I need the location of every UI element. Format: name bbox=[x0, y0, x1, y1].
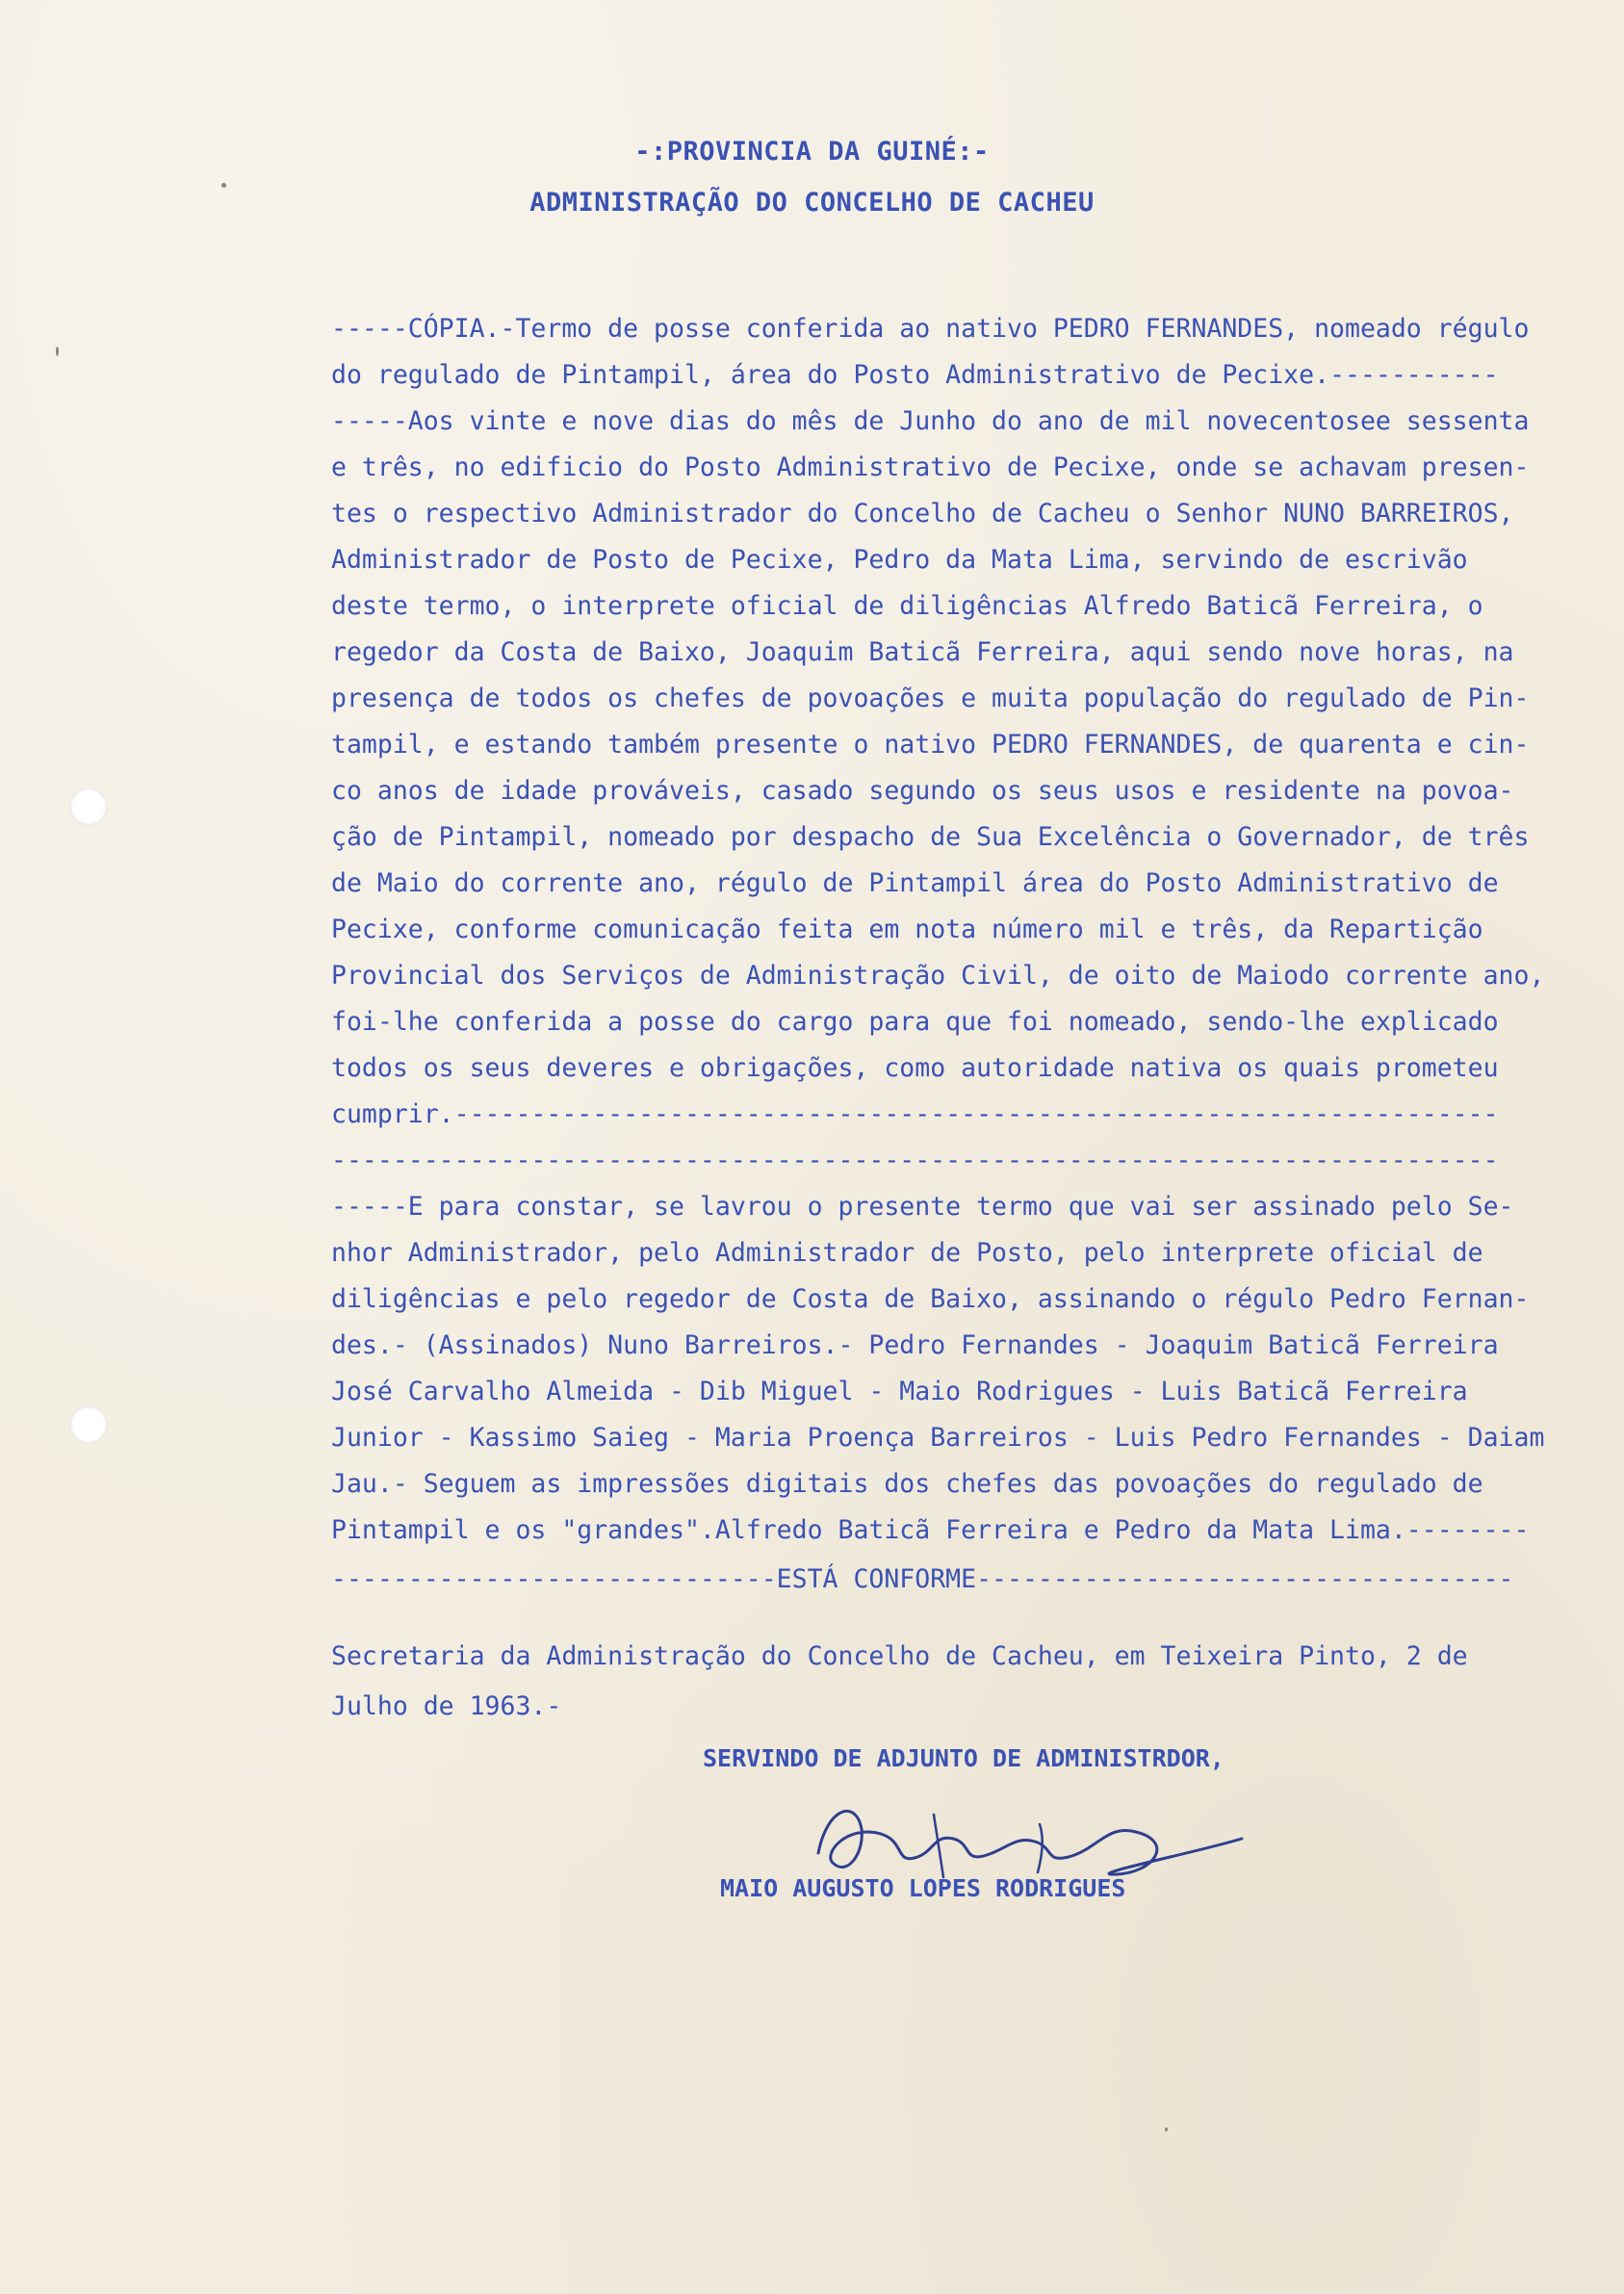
signatory-role: SERVINDO DE ADJUNTO DE ADMINISTRDOR, bbox=[703, 1744, 1224, 1772]
paper-speck bbox=[1165, 2127, 1168, 2131]
body-line: de Maio do corrente ano, régulo de Pintampil área do Posto Administrativo de bbox=[331, 868, 1499, 898]
body-line: tampil, e estando também presente o nativo PEDRO FERNANDES, de quarenta e cin- bbox=[331, 730, 1530, 760]
body-line: nhor Administrador, pelo Administrador de Posto, pelo interprete oficial de bbox=[331, 1238, 1483, 1268]
signatory-name: MAIO AUGUSTO LOPES RODRIGUES bbox=[720, 1874, 1126, 1902]
esta-conforme-line: -----------------------------ESTÁ CONFORME----------------------------------- bbox=[331, 1564, 1514, 1594]
body-line: regedor da Costa de Baixo, Joaquim Baticã Ferreira, aqui sendo nove horas, na bbox=[331, 637, 1514, 667]
body-line: -----CÓPIA.-Termo de posse conferida ao nativo PEDRO FERNANDES, nomeado régulo bbox=[331, 314, 1530, 344]
document-body bbox=[331, 306, 1583, 1554]
body-line: ---------------------------------------------------------------------------- bbox=[331, 1146, 1499, 1175]
body-line: deste termo, o interprete oficial de diligências Alfredo Baticã Ferreira, o bbox=[331, 591, 1483, 621]
footer-line: Julho de 1963.- bbox=[331, 1691, 562, 1721]
body-line: Provincial dos Serviços de Administração Civil, de oito de Maiodo corrente ano, bbox=[331, 961, 1545, 991]
body-line: do regulado de Pintampil, área do Posto Administrativo de Pecixe.----------- bbox=[331, 360, 1499, 390]
paper-speck bbox=[56, 347, 59, 356]
body-line: e três, no edificio do Posto Administrativo de Pecixe, onde se achavam presen- bbox=[331, 452, 1530, 482]
punch-hole bbox=[69, 1405, 108, 1444]
punch-hole bbox=[69, 787, 108, 826]
body-line: Jau.- Seguem as impressões digitais dos chefes das povoações do regulado de bbox=[331, 1469, 1483, 1499]
header-administration: ADMINISTRAÇÃO DO CONCELHO DE CACHEU bbox=[529, 188, 1095, 218]
body-line: foi-lhe conferida a posse do cargo para que foi nomeado, sendo-lhe explicado bbox=[331, 1007, 1499, 1037]
body-line: presença de todos os chefes de povoações e muita população do regulado de Pin- bbox=[331, 683, 1530, 713]
body-line: Pecixe, conforme comunicação feita em nota número mil e três, da Repartição bbox=[331, 915, 1483, 944]
body-line: -----Aos vinte e nove dias do mês de Junho do ano de mil novecentosee sessenta bbox=[331, 406, 1530, 436]
body-line: Administrador de Posto de Pecixe, Pedro da Mata Lima, servindo de escrivão bbox=[331, 545, 1468, 575]
footer-line: Secretaria da Administração do Concelho de Cacheu, em Teixeira Pinto, 2 de bbox=[331, 1641, 1468, 1671]
body-line: Junior - Kassimo Saieg - Maria Proença Barreiros - Luis Pedro Fernandes - Daiam bbox=[331, 1423, 1545, 1453]
body-line: diligências e pelo regedor de Costa de Baixo, assinando o régulo Pedro Fernan- bbox=[331, 1284, 1530, 1314]
header-province: -:PROVINCIA DA GUINÉ:- bbox=[634, 137, 990, 167]
footer-place-date bbox=[331, 1632, 1583, 1732]
body-line: José Carvalho Almeida - Dib Miguel - Maio Rodrigues - Luis Baticã Ferreira bbox=[331, 1377, 1468, 1406]
body-line: cumprir.-------------------------------------------------------------------- bbox=[331, 1099, 1499, 1129]
body-line: -----E para constar, se lavrou o presente termo que vai ser assinado pelo Se- bbox=[331, 1192, 1514, 1222]
body-line: todos os seus deveres e obrigações, como autoridade nativa os quais prometeu bbox=[331, 1053, 1499, 1083]
body-line: Pintampil e os "grandes".Alfredo Baticã Ferreira e Pedro da Mata Lima.-------- bbox=[331, 1515, 1530, 1545]
body-line: ção de Pintampil, nomeado por despacho de Sua Excelência o Governador, de três bbox=[331, 822, 1530, 852]
body-line: co anos de idade prováveis, casado segundo os seus usos e residente na povoa- bbox=[331, 776, 1514, 806]
body-line: des.- (Assinados) Nuno Barreiros.- Pedro Fernandes - Joaquim Baticã Ferreira bbox=[331, 1330, 1499, 1360]
body-line: tes o respectivo Administrador do Concelho de Cacheu o Senhor NUNO BARREIROS, bbox=[331, 499, 1514, 528]
